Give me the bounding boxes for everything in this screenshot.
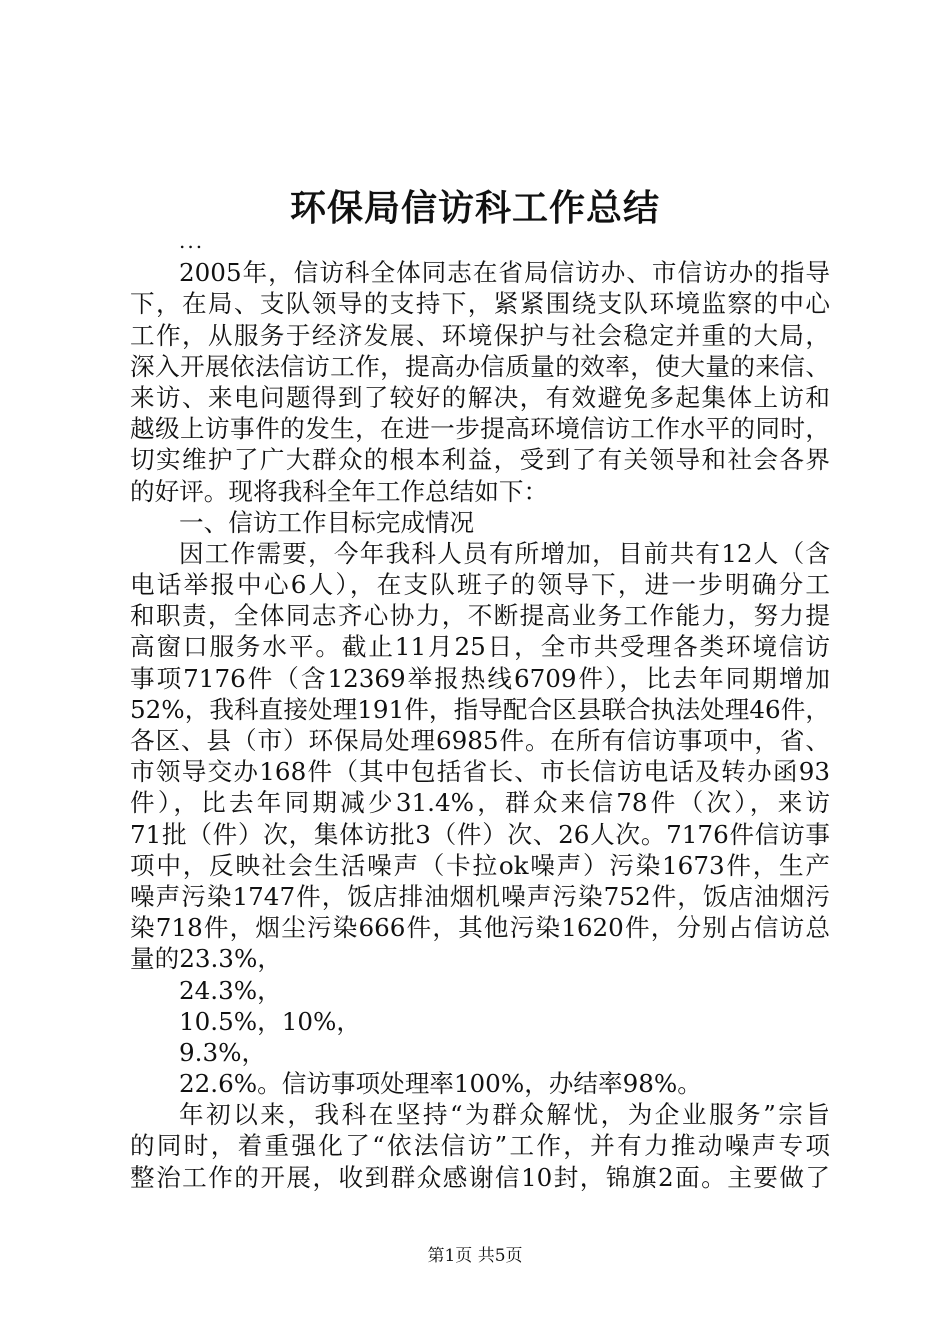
percentage-line: 9.3%， (179, 1037, 267, 1067)
paragraph-line: 事项7176件（含12369举报热线6709件），比去年同期增加 (130, 663, 830, 693)
paragraph-line: 整治工作的开展，收到群众感谢信10封，锦旗2面。主要做了 (130, 1162, 830, 1192)
paragraph-line: 量的23.3%， (130, 944, 282, 974)
document-title: 环保局信访科工作总结 (289, 187, 660, 229)
paragraph-line: 各区、县（市）环保局处理6985件。在所有信访事项中，省、 (130, 726, 830, 755)
paragraph-line: 电话举报中心6人），在支队班子的领导下，进一步明确分工 (130, 570, 830, 600)
paragraph-line: 2005年，信访科全体同志在省局信访办、市信访办的指导 (179, 258, 830, 288)
percentage-line: 10.5%，10%， (179, 1006, 361, 1036)
paragraph-line: 的好评。现将我科全年工作总结如下： (130, 476, 549, 506)
paragraph-line: 深入开展依法信访工作，提高办信质量的效率，使大量的来信、 (130, 351, 830, 381)
document-body (130, 226, 830, 1193)
paragraph-line: 的同时，着重强化了“依法信访”工作，并有力推动噪声专项 (130, 1131, 830, 1161)
paragraph-line: 市领导交办168件（其中包括省长、市长信访电话及转办函93 (130, 757, 830, 787)
percentage-line: 22.6%。信访事项处理率100%，办结率98%。 (179, 1069, 702, 1099)
paragraph-line: 染718件，烟尘污染666件，其他污染1620件，分别占信访总 (130, 913, 830, 943)
paragraph-line: 切实维护了广大群众的根本利益，受到了有关领导和社会各界 (130, 445, 830, 475)
paragraph-line: 下，在局、支队领导的支持下，紧紧围绕支队环境监察的中心 (130, 289, 830, 319)
section-heading: 一、信访工作目标完成情况 (179, 507, 475, 537)
paragraph-line: 年初以来，我科在坚持“为群众解忧，为企业服务”宗旨 (179, 1100, 830, 1130)
paragraph-line: 越级上访事件的发生，在进一步提高环境信访工作水平的同时， (130, 414, 830, 444)
percentage-line: 24.3%， (179, 975, 282, 1005)
paragraph-line: 高窗口服务水平。截止11月25日，全市共受理各类环境信访 (130, 632, 830, 662)
paragraph-line: 71批（件）次，集体访批3（件）次、26人次。7176件信访事 (130, 819, 830, 849)
paragraph-line: 因工作需要，今年我科人员有所增加，目前共有12人（含 (179, 538, 830, 568)
paragraph-line: 来访、来电问题得到了较好的解决，有效避免多起集体上访和 (130, 382, 830, 412)
paragraph-line: 项中，反映社会生活噪声（卡拉ok噪声）污染1673件，生产 (130, 850, 830, 880)
page-number: 第1页 共5页 (427, 1246, 523, 1266)
paragraph-line: 工作，从服务于经济发展、环境保护与社会稳定并重的大局， (130, 320, 830, 350)
ellipsis-line: ... (179, 229, 205, 253)
paragraph-line: 和职责，全体同志齐心协力，不断提高业务工作能力，努力提 (130, 601, 830, 631)
paragraph-line: 52%，我科直接处理191件，指导配合区县联合执法处理46件， (130, 694, 830, 724)
paragraph-line: 件），比去年同期减少31.4%，群众来信78件（次），来访 (130, 788, 830, 818)
paragraph-line: 噪声污染1747件，饭店排油烟机噪声污染752件，饭店油烟污 (130, 881, 830, 911)
